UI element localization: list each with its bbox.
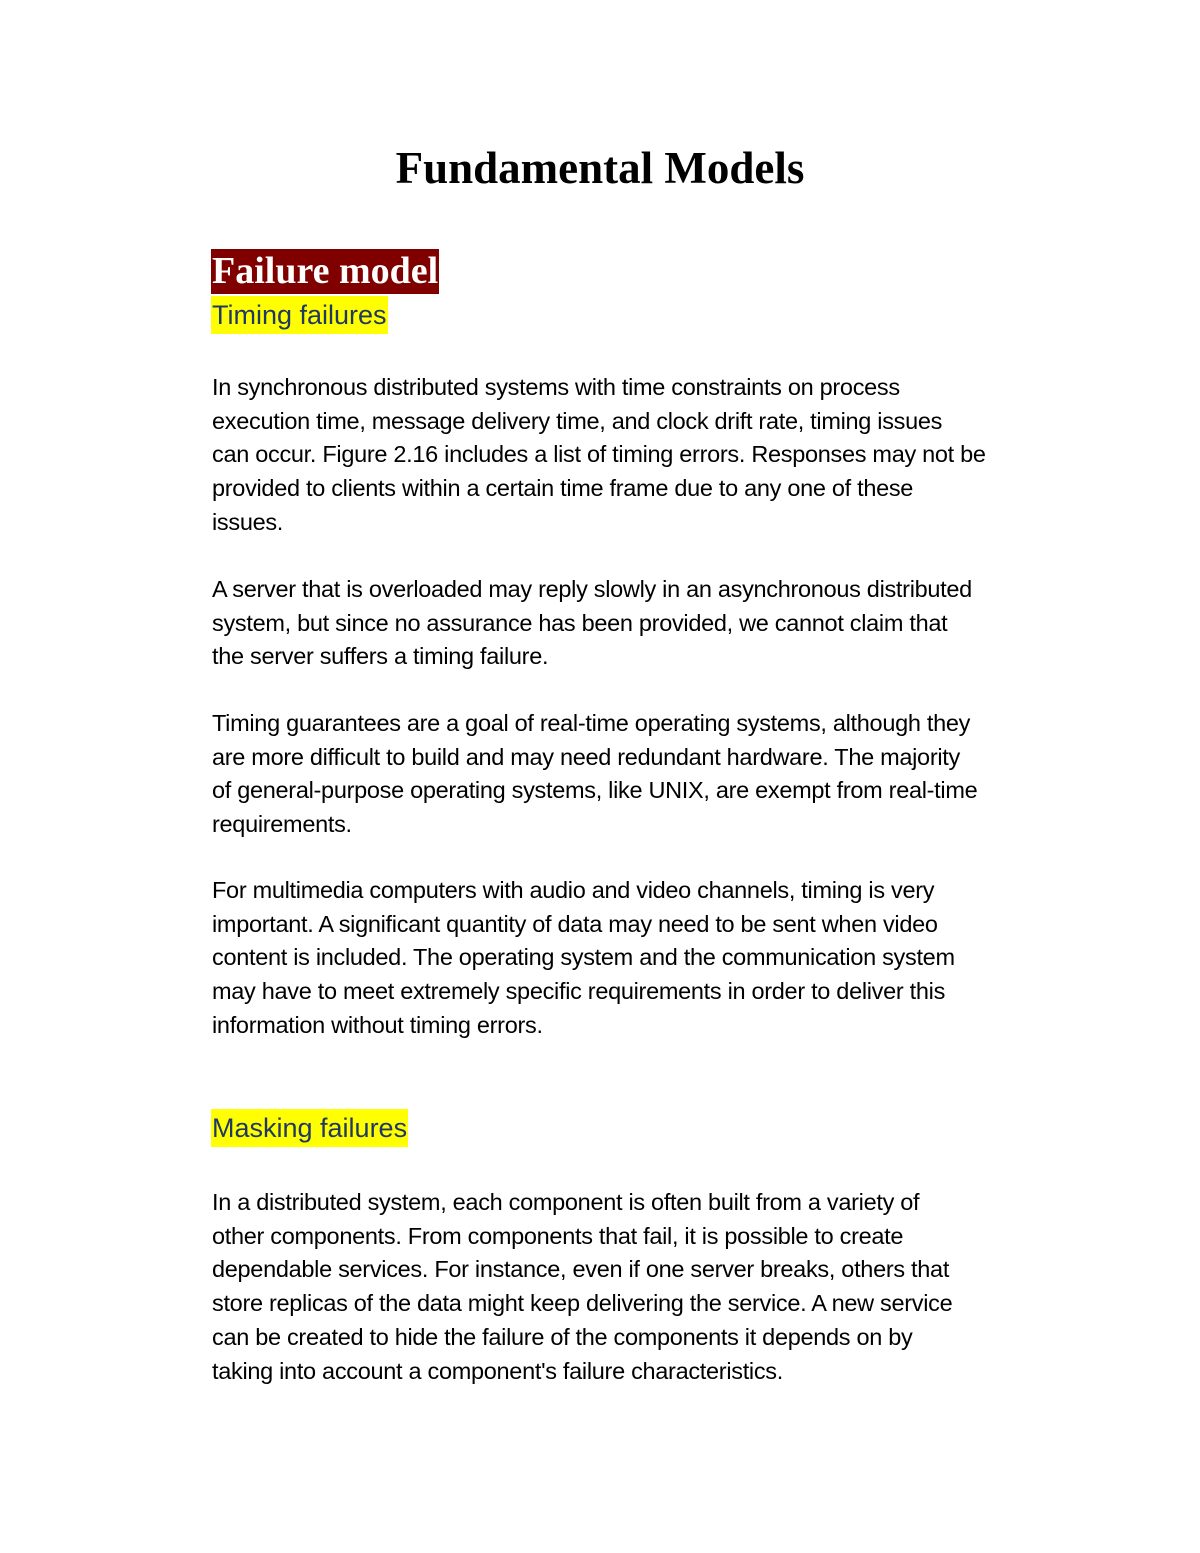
text-line: information without timing errors. <box>212 1011 543 1038</box>
text-line: other components. From components that fail, it is possible to create <box>212 1222 904 1249</box>
text-line: content is included. The operating system and the communication system <box>212 944 955 971</box>
text-line: issues. <box>212 508 284 535</box>
text-line: For multimedia computers with audio and video channels, timing is very <box>212 877 935 903</box>
text-line: of general-purpose operating systems, like UNIX, are exempt from real-time <box>212 777 978 804</box>
paragraph <box>212 1186 952 1388</box>
text-line: may have to meet extremely specific requirements in order to deliver this <box>212 978 946 1005</box>
text-line: In synchronous distributed systems with time constraints on process <box>212 374 900 400</box>
text-line: In a distributed system, each component is often built from a variety of <box>212 1189 920 1215</box>
text-line: important. A significant quantity of data may need to be sent when video <box>212 910 938 937</box>
text-line: can be created to hide the failure of the components it depends on by <box>212 1323 913 1350</box>
text-line: Timing guarantees are a goal of real-time operating systems, although they <box>212 710 971 736</box>
text-line: execution time, message delivery time, and clock drift rate, timing issues <box>212 407 943 434</box>
paragraph <box>212 707 977 842</box>
subheading-masking-failures: Masking failures <box>211 1109 408 1147</box>
text-line: are more difficult to build and may need redundant hardware. The majority <box>212 743 960 770</box>
text-line: can occur. Figure 2.16 includes a list of timing errors. Responses may not be <box>212 441 986 468</box>
paragraph <box>212 371 986 540</box>
paragraph <box>212 573 972 674</box>
text-line: store replicas of the data might keep delivering the service. A new service <box>212 1290 953 1317</box>
subheading-timing-failures: Timing failures <box>211 296 388 334</box>
text-line: system, but since no assurance has been provided, we cannot claim that <box>212 609 948 636</box>
text-line: the server suffers a timing failure. <box>212 643 549 670</box>
text-line: A server that is overloaded may reply slowly in an asynchronous distributed <box>212 576 972 602</box>
text-line: dependable services. For instance, even if one server breaks, others that <box>212 1256 950 1283</box>
section-heading-failure-model: Failure model <box>212 250 439 292</box>
paragraph <box>212 874 955 1043</box>
page-title: Fundamental Models <box>395 143 805 193</box>
text-line: provided to clients within a certain time frame due to any one of these <box>212 475 914 502</box>
text-line: taking into account a component's failure characteristics. <box>212 1357 783 1384</box>
text-line: requirements. <box>212 811 352 838</box>
